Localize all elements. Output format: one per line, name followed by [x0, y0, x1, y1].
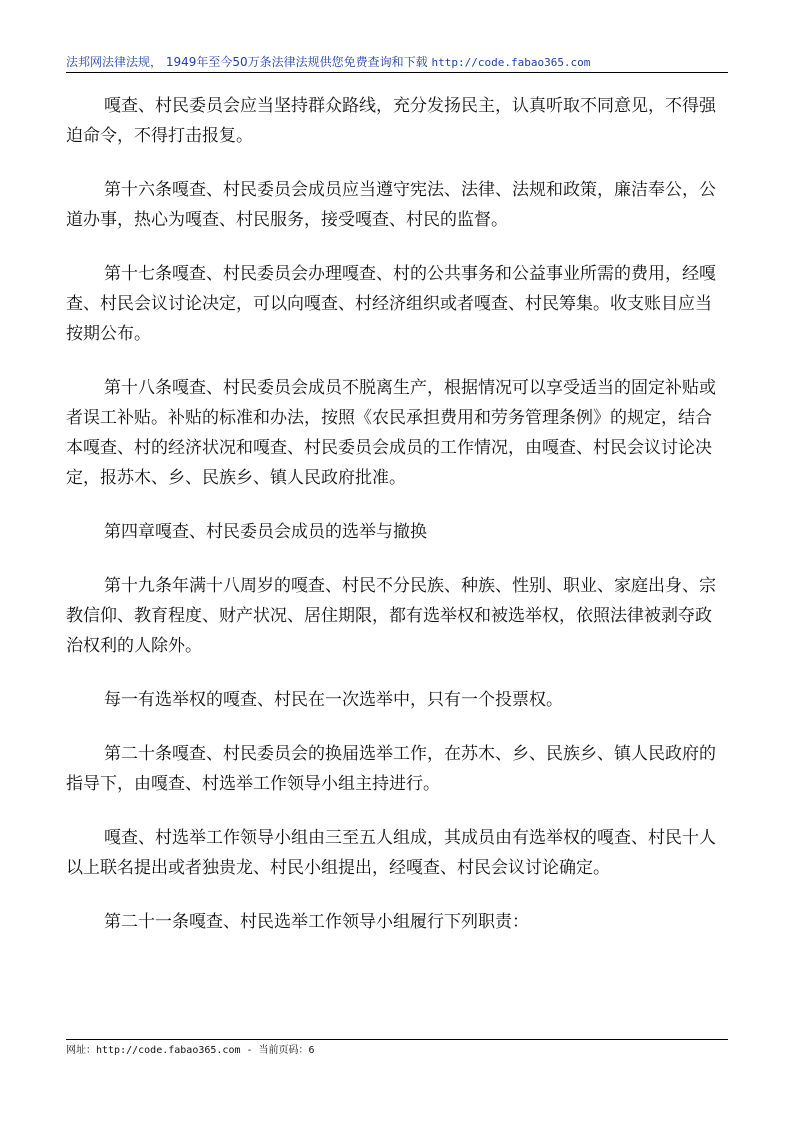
paragraph-article-17: 第十七条嘎查、村民委员会办理嘎查、村的公共事务和公益事业所需的费用，经嘎查、村民会议讨论决定，可以向嘎查、村经济组织或者嘎查、村民筹集。收支账目应当按期公布。	[66, 264, 716, 344]
paragraph-vote-right: 每一有选举权的嘎查、村民在一次选举中，只有一个投票权。	[104, 690, 563, 710]
footer-divider	[66, 1039, 728, 1040]
paragraph-article-21: 第二十一条嘎查、村民选举工作领导小组履行下列职责：	[104, 912, 529, 932]
chapter-heading: 第四章嘎查、村民委员会成员的选举与撤换	[104, 522, 427, 542]
header-url-link[interactable]: http://code.fabao365.com	[431, 56, 591, 69]
page-header	[66, 53, 728, 71]
paragraph-article-20: 第二十条嘎查、村民委员会的换届选举工作，在苏木、乡、民族乡、镇人民政府的指导下，由嘎查、村选举工作领导小组主持进行。	[66, 744, 716, 794]
header-tagline: 1949年至今50万条法律法规供您免费查询和下载	[165, 55, 428, 69]
header-divider	[66, 72, 728, 73]
paragraph-1: 嘎查、村民委员会应当坚持群众路线，充分发扬民主，认真听取不同意见，不得强迫命令，不得打击报复。	[66, 96, 716, 146]
paragraph-article-18: 第十八条嘎查、村民委员会成员不脱离生产，根据情况可以享受适当的固定补贴或者误工补贴。补贴的标准和办法，按照《农民承担费用和劳务管理条例》的规定，结合本嘎查、村的经济状况和嘎查、村民委员会成员的工作情况，由嘎查、村民会议讨论决定，报苏木、乡、民族乡、镇人民政府批准。	[66, 378, 716, 488]
page-footer: 网址：http://code.fabao365.com - 当前页码：6	[66, 1045, 315, 1056]
header-site-name: 法邦网法律法规，	[66, 55, 163, 69]
document-body	[66, 91, 728, 961]
paragraph-article-19: 第十九条年满十八周岁的嘎查、村民不分民族、种族、性别、职业、家庭出身、宗教信仰、教育程度、财产状况、居住期限，都有选举权和被选举权，依照法律被剥夺政治权利的人除外。	[66, 576, 716, 656]
paragraph-election-group: 嘎查、村选举工作领导小组由三至五人组成，其成员由有选举权的嘎查、村民十人以上联名提出或者独贵龙、村民小组提出，经嘎查、村民会议讨论确定。	[66, 828, 716, 878]
paragraph-article-16: 第十六条嘎查、村民委员会成员应当遵守宪法、法律、法规和政策，廉洁奉公，公道办事，热心为嘎查、村民服务，接受嘎查、村民的监督。	[66, 180, 716, 230]
